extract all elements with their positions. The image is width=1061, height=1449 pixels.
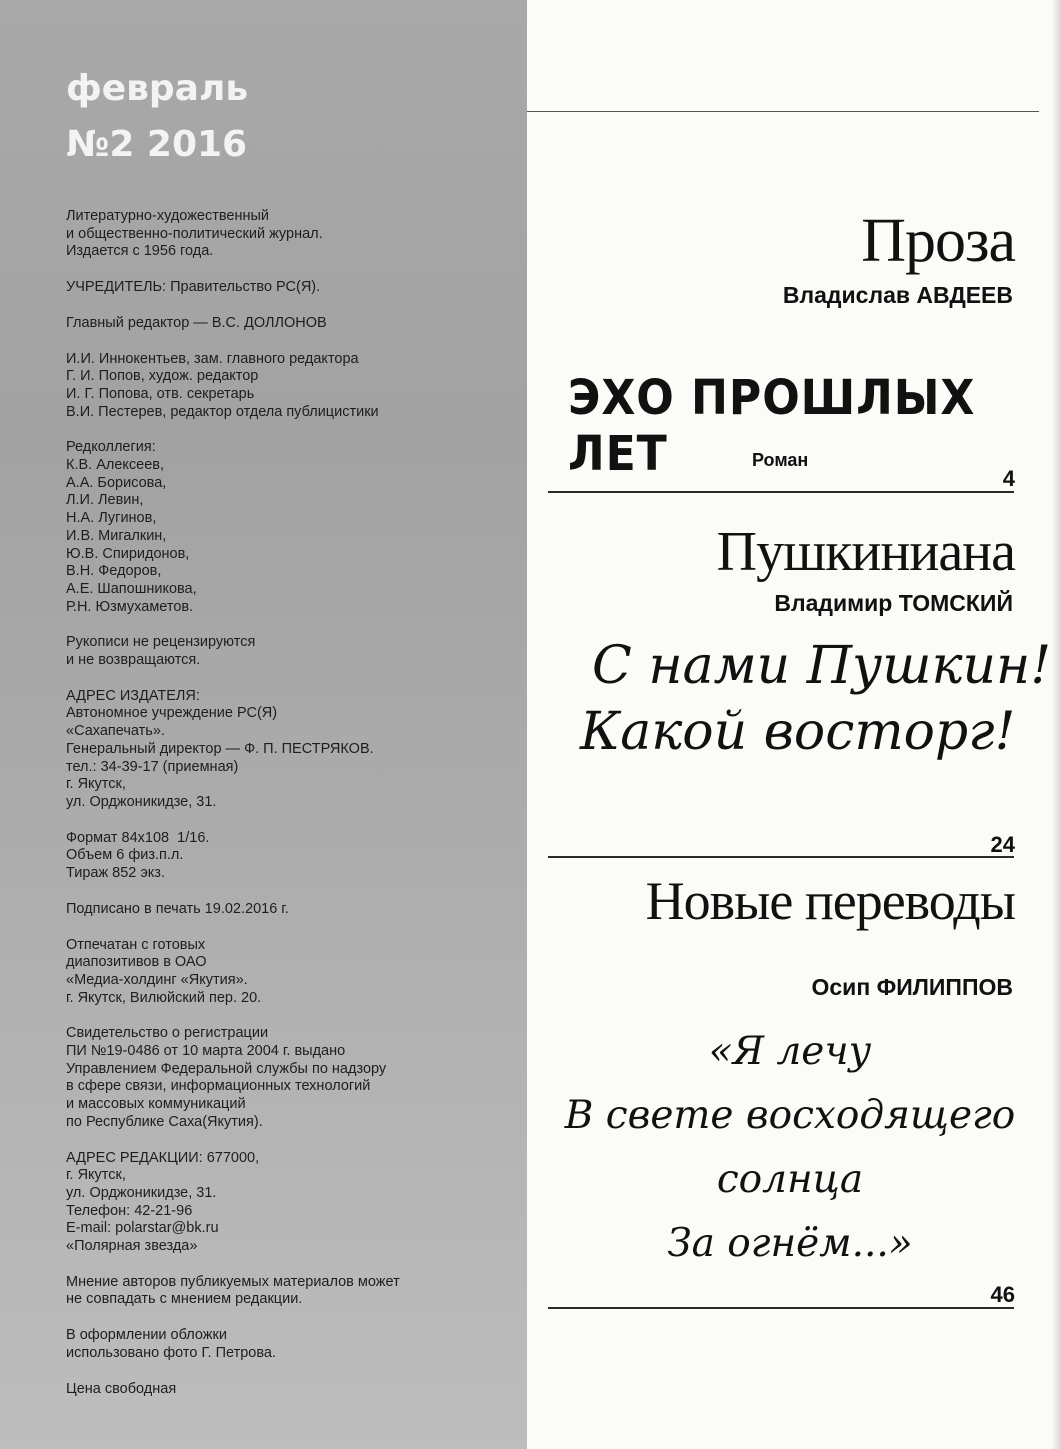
translations-title-line-3: солнца xyxy=(716,1157,864,1202)
pushkiniana-title-line-1: С нами Пушкин! xyxy=(592,636,1052,696)
imprint-line: Формат 84х108 1/16. xyxy=(66,829,210,846)
imprint-line: Г. И. Попов, худож. редактор xyxy=(66,368,259,385)
imprint-line: Тираж 852 экз. xyxy=(66,865,165,882)
translations-rule xyxy=(548,1307,1014,1309)
prose-genre: Роман xyxy=(752,450,809,470)
imprint-line: диапозитивов в ОАО xyxy=(66,954,207,971)
imprint-line: Подписано в печать 19.02.2016 г. xyxy=(66,900,289,917)
imprint-line: «Медиа-холдинг «Якутия». xyxy=(66,971,248,988)
imprint-line: Редколлегия: xyxy=(66,439,156,456)
imprint-block xyxy=(66,279,516,297)
imprint-block xyxy=(66,901,516,919)
imprint-line: Издается с 1956 года. xyxy=(66,243,214,260)
imprint-line: Л.И. Левин, xyxy=(66,492,144,509)
imprint-line: и массовых коммуникаций xyxy=(66,1096,246,1113)
pushkiniana-page-number: 24 xyxy=(990,832,1015,857)
imprint-line: И.И. Иннокентьев, зам. главного редактора xyxy=(66,350,359,367)
prose-page-number: 4 xyxy=(1002,466,1015,491)
imprint-block xyxy=(66,1381,516,1399)
imprint-block xyxy=(66,439,516,616)
imprint-line: Свидетельство о регистрации xyxy=(66,1025,269,1042)
translations-title xyxy=(540,1020,1040,1276)
imprint-line: АДРЕС РЕДАКЦИИ: 677000, xyxy=(66,1149,260,1166)
imprint-line: г. Якутск, xyxy=(66,776,126,793)
translations-title-line-1: «Я лечу xyxy=(708,1029,872,1074)
imprint-line: и не возвращаются. xyxy=(66,652,201,669)
imprint-line: И. Г. Попова, отв. секретарь xyxy=(66,385,255,402)
pushkiniana-rule xyxy=(548,856,1014,858)
issue-number: №2 2016 xyxy=(66,124,248,165)
imprint-block xyxy=(66,1150,516,1256)
prose-author: Владислав АВДЕЕВ xyxy=(782,282,1013,308)
section-prose-heading: Проза xyxy=(861,207,1015,275)
imprint-line: ул. Орджоникидзе, 31. xyxy=(66,793,217,810)
imprint-line: Р.Н. Юзмухаметов. xyxy=(66,598,194,615)
imprint-line: Автономное учреждение РС(Я) xyxy=(66,705,278,722)
imprint-block xyxy=(66,1327,516,1362)
imprint-line: АДРЕС ИЗДАТЕЛЯ: xyxy=(66,687,200,704)
imprint-block xyxy=(66,830,516,883)
top-rule xyxy=(527,111,1039,112)
imprint-block xyxy=(66,1274,516,1309)
imprint-line: ПИ №19-0486 от 10 марта 2004 г. выдано xyxy=(66,1043,346,1060)
imprint-text xyxy=(66,208,516,1416)
imprint-line: в сфере связи, информационных технологий xyxy=(66,1078,371,1095)
section-translations-heading: Новые переводы xyxy=(645,871,1015,931)
pushkiniana-author: Владимир ТОМСКИЙ xyxy=(774,590,1013,616)
imprint-line: г. Якутск, Вилюйский пер. 20. xyxy=(66,989,262,1006)
pushkiniana-title-line-2: Какой восторг! xyxy=(580,702,1016,762)
translations-title-line-4: За огнём...» xyxy=(667,1221,913,1266)
imprint-line: г. Якутск, xyxy=(66,1167,126,1184)
imprint-line: В.И. Пестерев, редактор отдела публицистики xyxy=(66,403,379,420)
translations-title-line-2: В свете восходящего xyxy=(564,1093,1016,1138)
imprint-block xyxy=(66,634,516,669)
translations-author: Осип ФИЛИППОВ xyxy=(811,974,1013,1000)
imprint-line: Объем 6 физ.п.л. xyxy=(66,847,184,864)
imprint-line: Управлением Федеральной службы по надзору xyxy=(66,1060,387,1077)
imprint-line: Мнение авторов публикуемых материалов может xyxy=(66,1273,400,1290)
imprint-line: Н.А. Лугинов, xyxy=(66,510,157,527)
prose-title: ЭХО ПРОШЛЫХ ЛЕТ xyxy=(568,370,976,482)
imprint-line: Ю.В. Спиридонов, xyxy=(66,545,190,562)
imprint-panel xyxy=(0,0,527,1449)
translations-page-number: 46 xyxy=(990,1282,1015,1307)
imprint-block xyxy=(66,937,516,1008)
prose-rule xyxy=(548,491,1014,493)
imprint-line: УЧРЕДИТЕЛЬ: Правительство РС(Я). xyxy=(66,279,321,296)
imprint-line: В.Н. Федоров, xyxy=(66,563,162,580)
imprint-block xyxy=(66,1025,516,1131)
issue-month: февраль xyxy=(66,68,249,109)
imprint-block xyxy=(66,351,516,422)
section-pushkiniana-heading: Пушкиниана xyxy=(716,521,1015,583)
imprint-block xyxy=(66,688,516,812)
imprint-line: Главный редактор — В.С. ДОЛЛОНОВ xyxy=(66,314,327,331)
imprint-line: К.В. Алексеев, xyxy=(66,457,165,474)
imprint-line: и общественно-политический журнал. xyxy=(66,225,323,242)
imprint-line: А.А. Борисова, xyxy=(66,474,167,491)
imprint-line: использовано фото Г. Петрова. xyxy=(66,1344,277,1361)
page-edge xyxy=(1051,0,1061,1449)
imprint-line: Отпечатан с готовых xyxy=(66,936,206,953)
imprint-line: Рукописи не рецензируются xyxy=(66,634,256,651)
imprint-line: тел.: 34-39-17 (приемная) xyxy=(66,758,239,775)
imprint-block xyxy=(66,208,516,261)
imprint-line: «Полярная звезда» xyxy=(66,1238,198,1255)
imprint-line: И.В. Мигалкин, xyxy=(66,527,167,544)
imprint-line: не совпадать с мнением редакции. xyxy=(66,1291,303,1308)
imprint-line: ул. Орджоникидзе, 31. xyxy=(66,1184,217,1201)
imprint-line: В оформлении обложки xyxy=(66,1327,227,1344)
imprint-line: Телефон: 42-21-96 xyxy=(66,1202,193,1219)
imprint-line: Цена свободная xyxy=(66,1380,177,1397)
imprint-line: по Республике Саха(Якутия). xyxy=(66,1113,263,1130)
imprint-line: Литературно-художественный xyxy=(66,208,269,224)
imprint-line: «Сахапечать». xyxy=(66,723,165,740)
imprint-line: E-mail: polarstar@bk.ru xyxy=(66,1220,219,1237)
imprint-line: Генеральный директор — Ф. П. ПЕСТРЯКОВ. xyxy=(66,740,374,757)
imprint-block xyxy=(66,315,516,333)
imprint-line: А.Е. Шапошникова, xyxy=(66,580,197,597)
